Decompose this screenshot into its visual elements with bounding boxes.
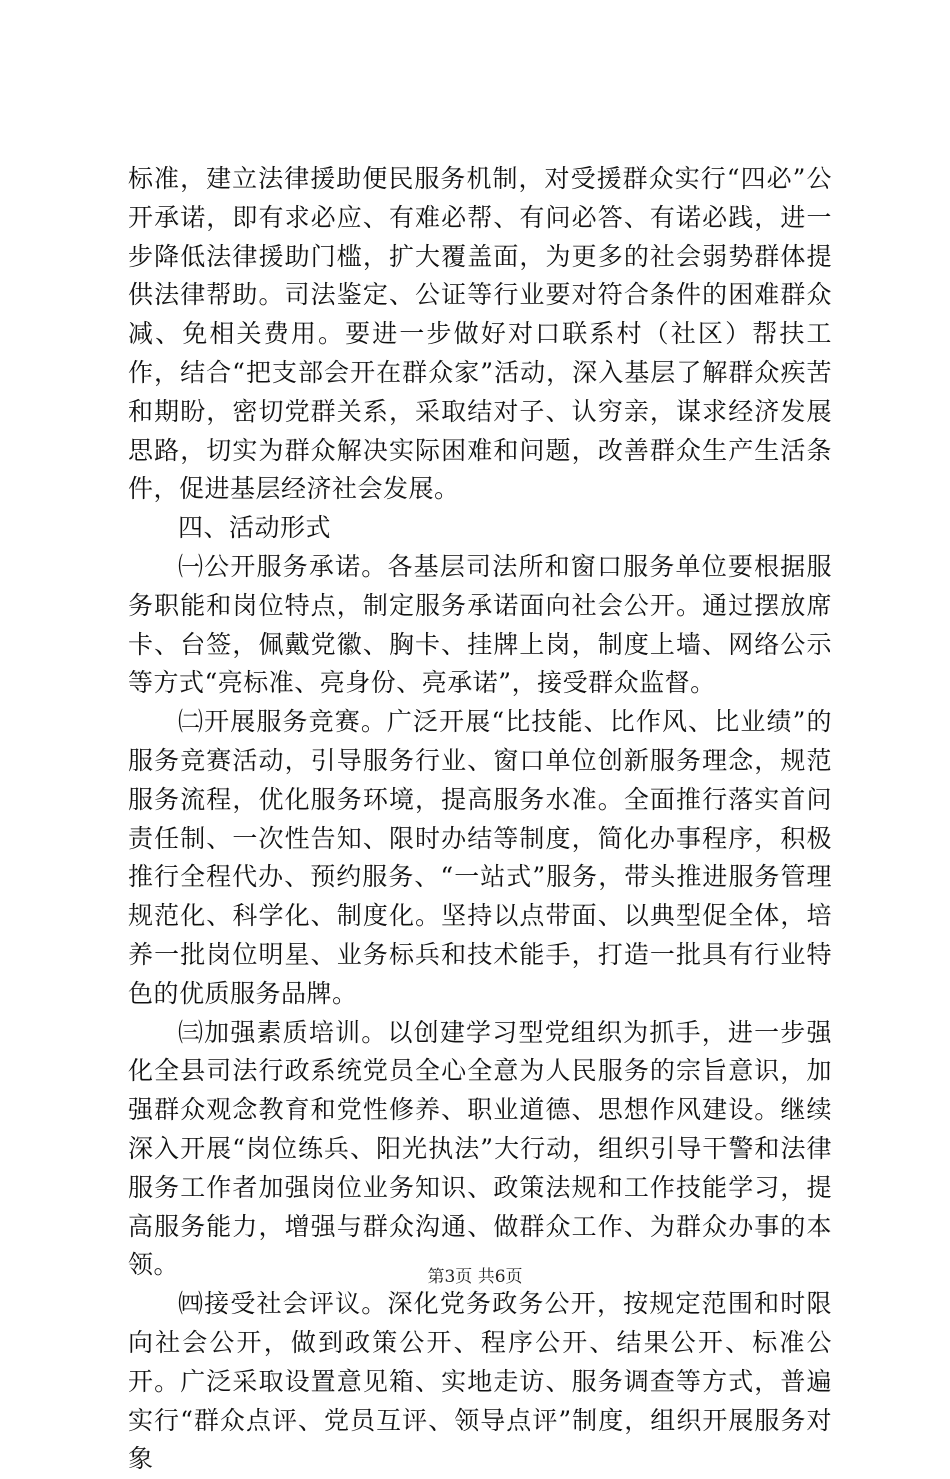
paragraph-item-4: ㈣接受社会评议。深化党务政务公开，按规定范围和时限向社会公开，做到政策公开、程序公开、结果公开、标准公开。广泛采取设置意见箱、实地走访、服务调查等方式，普遍实行“群众点评、党员互评、领导点评”制度，组织开展服务对象 bbox=[128, 1289, 832, 1474]
page-number-footer: 第3页 共6页 bbox=[427, 1267, 523, 1287]
paragraph-item-2: ㈡开展服务竞赛。广泛开展“比技能、比作风、比业绩”的服务竞赛活动，引导服务行业、窗口单位创新服务理念，规范服务流程，优化服务环境，提高服务水准。全面推行落实首问责任制、一次性告知、限时办结等制度，简化办事程序，积极推行全程代办、预约服务、“一站式”服务，带头推进服务管理规范化、科学化、制度化。坚持以点带面、以典型促全体，培养一批岗位明星、业务标兵和技术能手，打造一批具有行业特色的优质服务品牌。 bbox=[128, 707, 832, 1008]
paragraph-item-3: ㈢加强素质培训。以创建学习型党组织为抓手，进一步强化全县司法行政系统党员全心全意为人民服务的宗旨意识，加强群众观念教育和党性修养、职业道德、思想作风建设。继续深入开展“岗位练兵、阳光执法”大行动，组织引导干警和法律服务工作者加强岗位业务知识、政策法规和工作技能学习，提高服务能力，增强与群众沟通、做群众工作、为群众办事的本领。 bbox=[128, 1017, 832, 1280]
paragraph-continued: 标准，建立法律援助便民服务机制，对受援群众实行“四必”公开承诺，即有求必应、有难必帮、有问必答、有诺必践，进一步降低法律援助门槛，扩大覆盖面，为更多的社会弱势群体提供法律帮助。司法鉴定、公证等行业要对符合条件的困难群众减、免相关费用。要进一步做好对口联系村（社区）帮扶工作，结合“把支部会开在群众家”活动，深入基层了解群众疾苦和期盼，密切党群关系，采取结对子、认穷亲，谋求经济发展思路，切实为群众解决实际困难和问题，改善群众生产生活条件，促进基层经济社会发展。 bbox=[128, 164, 832, 504]
paragraph-item-1: ㈠公开服务承诺。各基层司法所和窗口服务单位要根据服务职能和岗位特点，制定服务承诺面向社会公开。通过摆放席卡、台签，佩戴党徽、胸卡、挂牌上岗，制度上墙、网络公示等方式“亮标准、亮身份、亮承诺”，接受群众监督。 bbox=[128, 551, 832, 698]
section-heading-activity-forms: 四、活动形式 bbox=[178, 513, 332, 543]
